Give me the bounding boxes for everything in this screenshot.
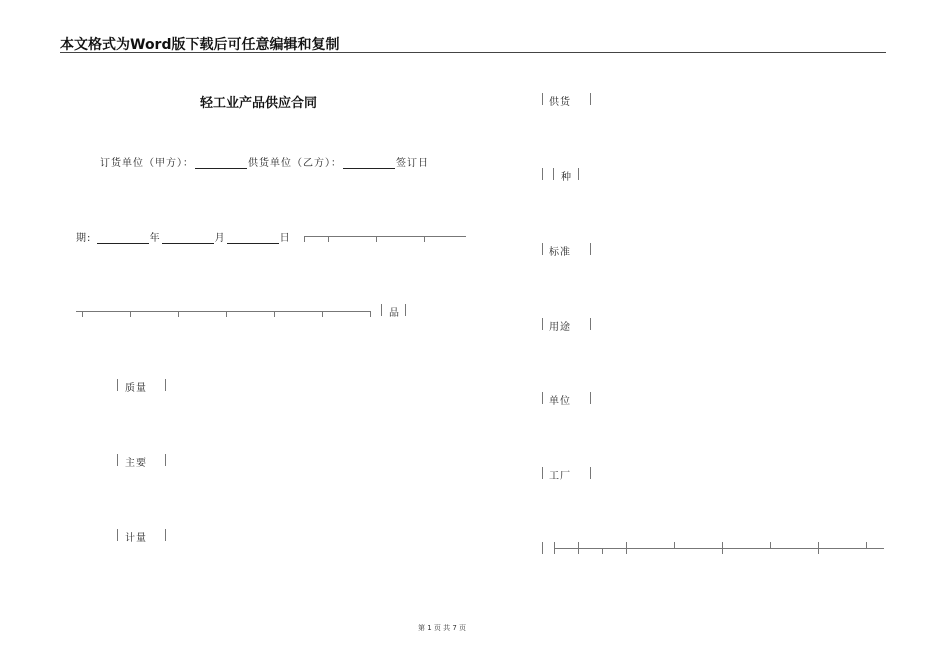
cell-unit: 单位 <box>549 396 571 407</box>
table-tick <box>178 311 179 317</box>
table-tick <box>424 236 425 242</box>
cell-border <box>381 304 382 316</box>
cell-border <box>542 542 543 554</box>
year-label: 年 <box>149 233 161 244</box>
parties-line <box>100 154 429 169</box>
day-blank[interactable] <box>227 232 279 244</box>
header-divider <box>60 52 886 53</box>
cell-border <box>542 467 543 479</box>
cell-border <box>590 392 591 404</box>
cell-border <box>542 93 543 105</box>
cell-quality: 质量 <box>125 383 147 394</box>
cell-border <box>117 529 118 541</box>
year-blank[interactable] <box>97 232 149 244</box>
table-tick <box>322 311 323 317</box>
table-tick <box>770 542 771 548</box>
cell-border <box>405 304 406 316</box>
table-tick <box>722 542 723 554</box>
sign-date-label: 签订日 <box>396 158 429 169</box>
document-header: 本文格式为Word版下载后可任意编辑和复制 <box>60 37 340 53</box>
cell-factory: 工厂 <box>549 471 571 482</box>
table-rule <box>76 311 370 312</box>
seller-blank[interactable] <box>343 157 395 169</box>
table-tick <box>370 311 371 317</box>
cell-variety: 种 <box>561 172 572 183</box>
table-tick <box>82 311 83 317</box>
cell-border <box>165 379 166 391</box>
cell-border <box>590 318 591 330</box>
table-tick <box>328 236 329 242</box>
cell-border <box>553 168 554 180</box>
cell-border <box>117 454 118 466</box>
cell-border <box>165 529 166 541</box>
cell-border <box>542 392 543 404</box>
cell-use: 用途 <box>549 322 571 333</box>
month-blank[interactable] <box>162 232 214 244</box>
cell-border <box>590 467 591 479</box>
table-tick <box>626 542 627 554</box>
month-label: 月 <box>214 233 226 244</box>
table-tick <box>554 542 555 554</box>
table-tick <box>274 311 275 317</box>
buyer-blank[interactable] <box>195 157 247 169</box>
cell-border <box>542 168 543 180</box>
table-tick <box>304 236 305 242</box>
cell-main: 主要 <box>125 458 147 469</box>
cell-border <box>590 243 591 255</box>
cell-border <box>542 243 543 255</box>
table-tick <box>602 548 603 554</box>
page-number: 第 1 页 共 7 页 <box>417 624 467 632</box>
day-label: 日 <box>279 233 291 244</box>
table-tick <box>818 542 819 554</box>
cell-border <box>542 318 543 330</box>
table-tick <box>376 236 377 242</box>
cell-border <box>590 93 591 105</box>
cell-border <box>578 168 579 180</box>
cell-standard: 标准 <box>549 247 571 258</box>
table-tick <box>130 311 131 317</box>
buyer-label: 订货单位（甲方）： <box>100 158 194 169</box>
table-tick <box>866 542 867 548</box>
table-tick <box>226 311 227 317</box>
seller-label: 供货单位（乙方）： <box>248 158 342 169</box>
cell-measure: 计量 <box>125 533 147 544</box>
table-tick <box>674 542 675 548</box>
table-tick <box>578 542 579 554</box>
contract-title: 轻工业产品供应合同 <box>200 96 318 111</box>
cell-product: 品 <box>389 308 400 319</box>
cell-border <box>165 454 166 466</box>
cell-supply: 供货 <box>549 97 571 108</box>
table-rule <box>554 548 884 549</box>
date-line <box>76 229 291 244</box>
cell-border <box>117 379 118 391</box>
date-prefix: 期: <box>76 233 92 244</box>
